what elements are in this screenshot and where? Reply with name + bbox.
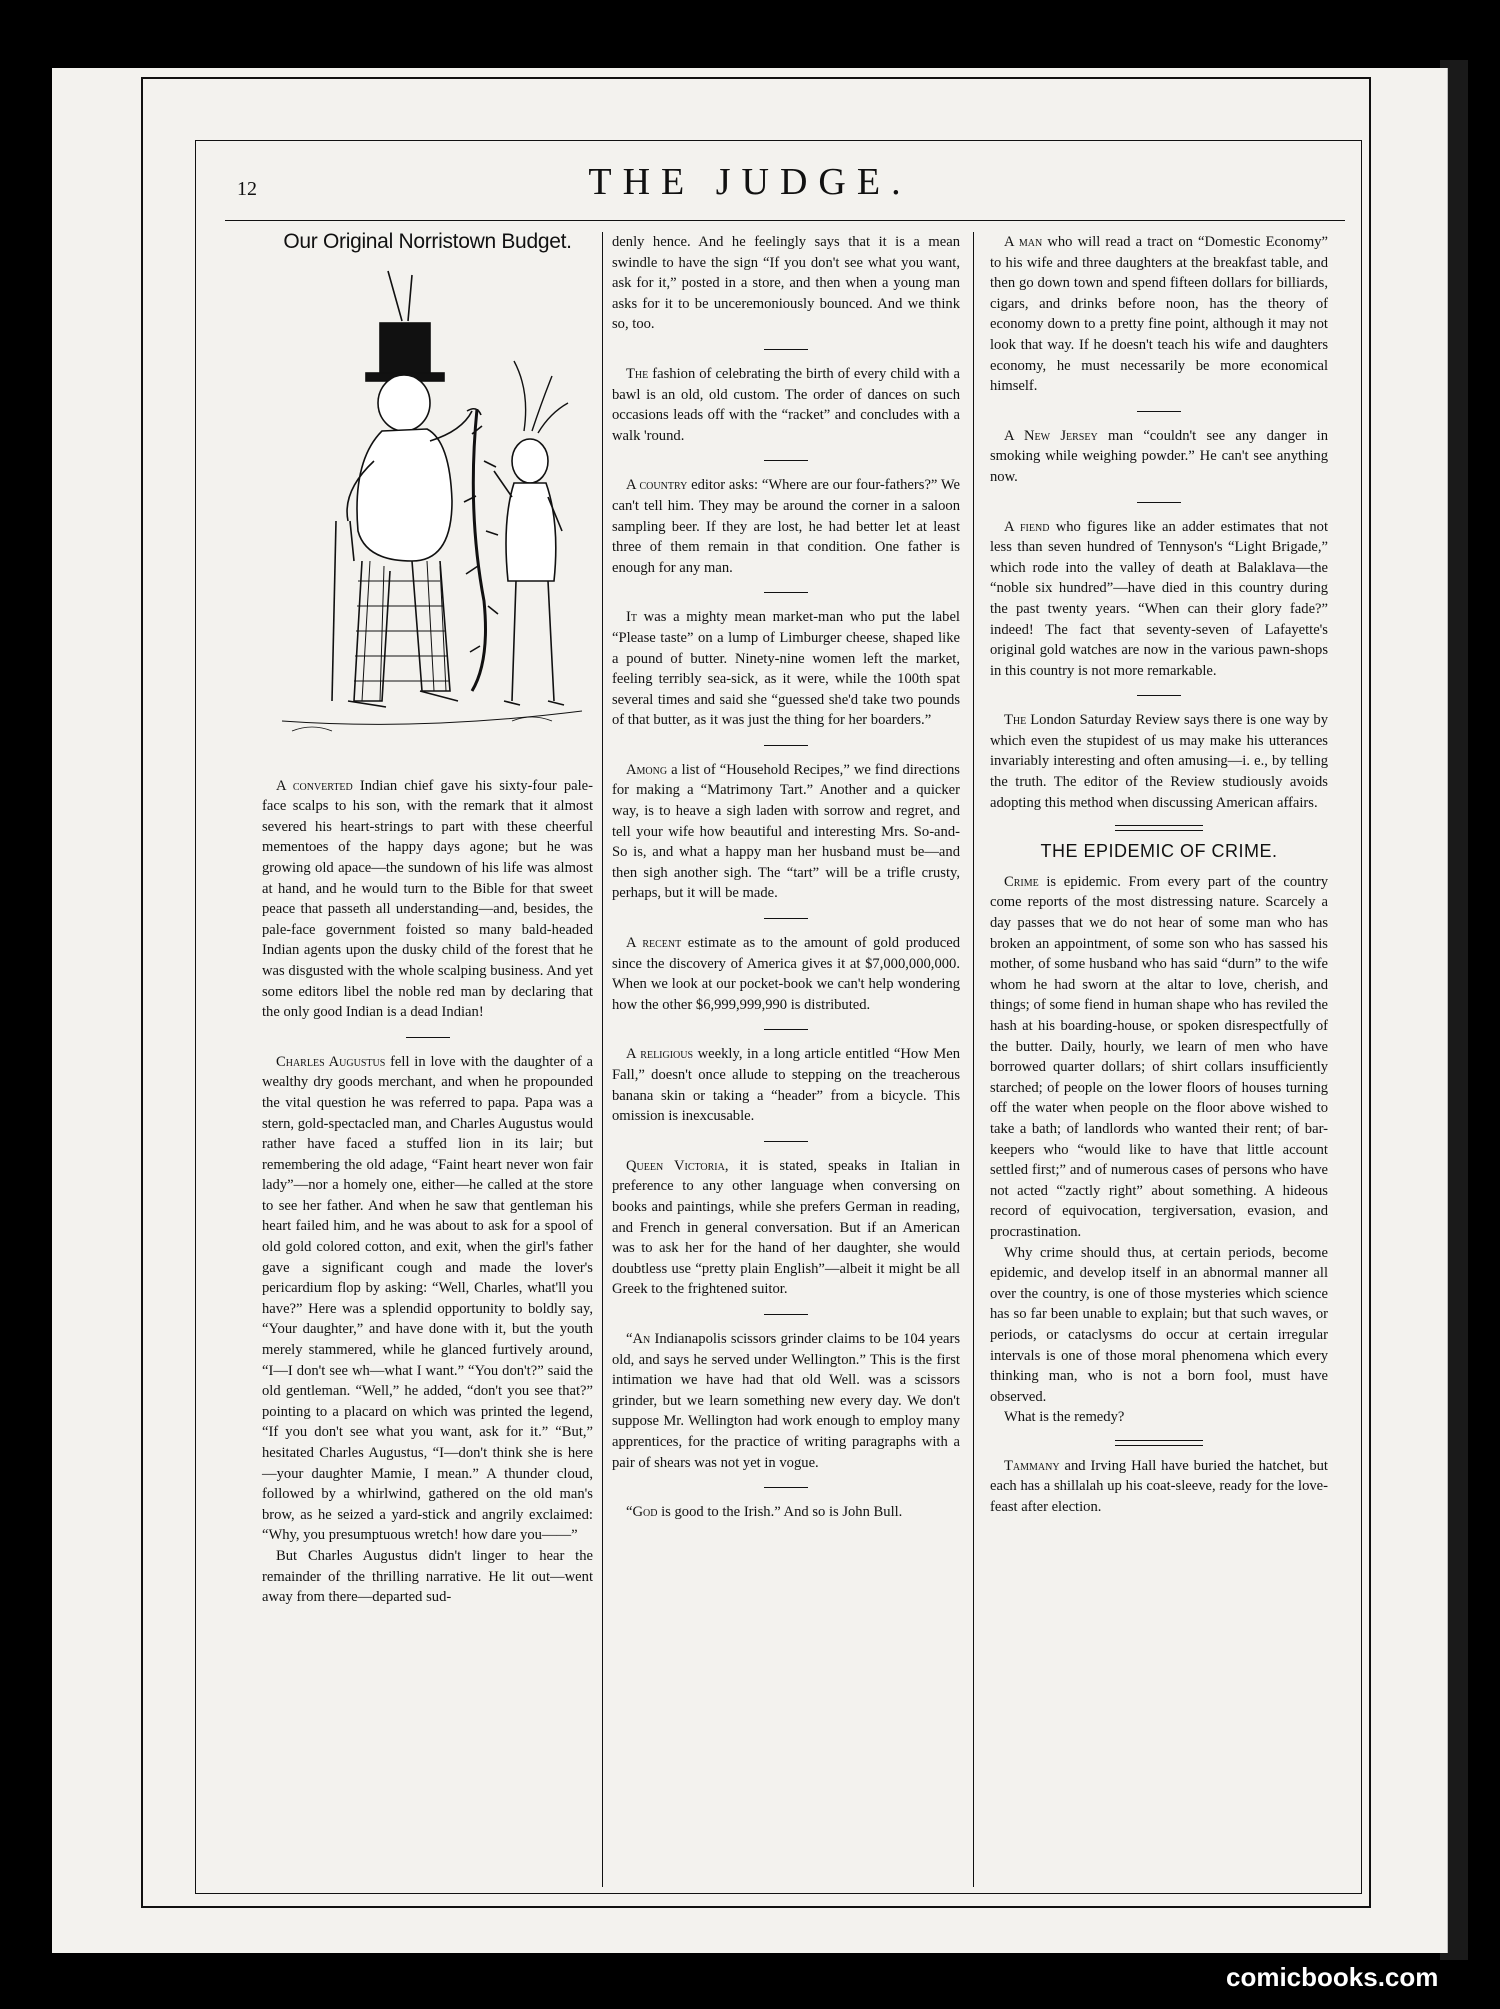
masthead-title: THE JUDGE.: [588, 161, 912, 203]
paragraph-queen-victoria: Queen Victoria, it is stated, speaks in Italian in preference to any other language when conversing on books and paintings, while she prefers German in reading, and French in general conversation. But if an American was to ask her for the hand of her daughter, she would doubtless use “pretty plain English”—albeit it might be all Greek to the frightened suitor.: [612, 1157, 960, 1298]
paragraph-charles-continued: But Charles Augustus didn't linger to hear the remainder of the thrilling narrative. He lit out—went away from there—departed sud-: [262, 1547, 593, 1606]
paragraph-crime-epidemic: Crime is epidemic. From every part of the country come reports of the most distressing nature. Scarcely a day passes that we do not hear of some man who has broken an appointment, of some son who has sassed his mother, of some husband who has said “durn” to the wife whom he had sworn at the altar to love, cherish, and things; of some fiend in human shape who has reviled the hash at his boarding-house, or spoken disrespectfully of the butter. Daily, hourly, we learn of men who have borrowed quarter dollars; of shirt collars insufficiently starched; of people on the lower floors of houses turning off the water when people on the floor above wished to take a bath; of landlords who wanted their rent; of bar-keepers who “would like to have that little account settled first;” and of numerous cases of persons who have not acted “'zactly right” about something. A hideous record of equivocation, tergiversation, evasion, and procrastination.: [990, 873, 1328, 1240]
paragraph-charles-augustus: Charles Augustus fell in love with the daughter of a wealthy dry goods merchant, and when he propounded the vital question he was referred to papa. Papa was a stern, gold-spectacled man, and Charles Augustus would rather have faced a stuffed lion in its lair; but remembering the old adage, “Faint heart never won fair lady”—nor a homely one, either—he called at the store to see her father. And when he saw that gentleman his heart failed him, and he was about to ask for a spool of old gold colored cotton, and exit, when the girl's father gave a significant cough and made the lover's pericardium flop by asking: “Well, Charles, what'll you have?” Here was a splendid opportunity to boldly say, “Your daughter,” and have done with it, but the youth merely stammered, while he glanced furtively around, “I—I don't see wh—what I want.” “You don't?” said the old gentleman. “Well,” he added, “don't you see that?” pointing to a placard on which was printed the legend, “If you don't see what you want, ask for it.” “But,” hesitated Charles Augustus, “I—don't think she is here—your daughter Mamie, I mean.” A thunder cloud, followed by a whirlwind, gathered on the old man's brow, as he seized a yard-stick and angrily exclaimed: “Why, you presumptuous wretch! how dare you——”: [262, 1053, 593, 1544]
double-separator: [1115, 1440, 1203, 1446]
paragraph-household-recipes: Among a list of “Household Recipes,” we find directions for making a “Matrimony Tart.” Another and a quicker way, is to heave a sigh laden with sorrow and regret, and tell your wife how beautiful and interesting Mrs. So-and-So is, and what a happy man her husband must be—and then sigh another sigh. The “tart” will be a trifle crusty, perhaps, but it will be made.: [612, 761, 960, 902]
paragraph-gold-estimate: A recent estimate as to the amount of gold produced since the discovery of America gives it at $7,000,000,000. When we look at our pocket-book we can't help wondering how the other $6,999,999,990 is distributed.: [612, 935, 960, 1013]
separator: [764, 1314, 808, 1315]
paragraph-new-jersey: A New Jersey man “couldn't see any danger in smoking while weighing powder.” He can't see anything now.: [990, 427, 1328, 485]
paragraph-continued: denly hence. And he feelingly says that it is a mean swindle to have the sign “If you don't see what you want, ask for it,” posted in a store, and then when a young man asks for it to be unceremoniously bounced. And we think so, too.: [612, 234, 960, 333]
column-rule-1: [602, 232, 603, 1887]
paragraph-scissors-grinder: “An Indianapolis scissors grinder claims to be 104 years old, and says he served under Wellington.” This is the first intimation we have had that old Well. was a scissors grinder, but we learn something new every day. We don't suppose Mr. Wellington had work enough to employ many apprentices, for the practice of writing paragraphs with a pair of shears was not yet in vogue.: [612, 1330, 960, 1471]
cartoon-illustration: [262, 261, 593, 766]
separator: [1137, 502, 1181, 503]
column-1: [262, 232, 593, 1608]
masthead-rule: [225, 220, 1345, 221]
separator: [764, 918, 808, 919]
separator: [764, 1141, 808, 1142]
paragraph-light-brigade: A fiend who figures like an adder estimates that not less than seven hundred of Tennyson's “Light Brigade,” which rode into the valley of death at Balaklava—the “noble six hundred”—have died in this country during the past twenty years. “When can their glory fade?” indeed! The fact that seventy-seven of Lafayette's original gold watches are now in the various pawn-shops in this country is not more remarkable.: [990, 518, 1329, 679]
paragraph-why-crime: Why crime should thus, at certain periods, become epidemic, and develop itself in an abnormal manner all over the country, is one of those mysteries which science has so far been unable to explain; but that such waves, or periods, or cataclysms do occur at certain irregular intervals is one of those moral phenomena which every thinking man, who is not a born fool, must have observed.: [990, 1244, 1328, 1405]
paragraph-remedy: What is the remedy?: [1004, 1409, 1125, 1426]
column-rule-2: [973, 232, 974, 1887]
separator: [406, 1037, 450, 1038]
watermark-text: comicbooks.com: [1226, 1962, 1439, 1992]
paragraph-fashion: The fashion of celebrating the birth of every child with a bawl is an old, old custom. The order of dances on such occasions leads off with the “racket” and concludes with a walk 'round.: [612, 365, 960, 444]
column-2: [612, 232, 960, 1523]
paragraph-irish: “God is good to the Irish.” And so is John Bull.: [626, 1504, 903, 1521]
paragraph-country-editor: A country editor asks: “Where are our four-fathers?” We can't tell him. They may be around the corner in a saloon sampling beer. If they are lost, he had better let at least three of them remain in that condition. One father is enough for any man.: [612, 477, 961, 576]
budget-heading: Our Original Norristown Budget.: [283, 230, 572, 253]
epidemic-heading: THE EPIDEMIC OF CRIME.: [1040, 841, 1278, 862]
paragraph-converted-indian: A converted Indian chief gave his sixty-four pale-face scalps to his son, with the remark that it almost severed his heart-strings to part with these cheerful mementoes of the happy days agone; but he was growing old apace—the sundown of his life was almost at hand, and he would turn to the Bible for that sweet peace that passeth all understanding—and, besides, the pale-face government foisted so many bald-headed Indian agents upon the dusky child of the forest that he was disgusted with the whole scalping business. And yet some editors libel the noble red man by declaring that the only good Indian is a dead Indian!: [262, 777, 593, 1021]
separator: [764, 1487, 808, 1488]
separator: [764, 592, 808, 593]
column-3: [990, 232, 1328, 1518]
paragraph-tammany: Tammany and Irving Hall have buried the hatchet, but each has a shillalah up his coat-sleeve, ready for the love-feast after election.: [990, 1457, 1328, 1516]
paragraph-saturday-review: The London Saturday Review says there is one way by which even the stupidest of us may make his utterances invariably interesting and often amusing—i. e., by telling the truth. The editor of the Review studiously avoids adopting this method when discussing American affairs.: [990, 712, 1328, 811]
separator: [764, 1029, 808, 1030]
double-separator: [1115, 825, 1203, 831]
separator: [1137, 695, 1181, 696]
separator: [764, 745, 808, 746]
page-edge: [1447, 68, 1448, 1953]
paragraph-religious-weekly: A religious weekly, in a long article entitled “How Men Fall,” doesn't once allude to stepping on the treacherous banana skin or taking a “header” from a bicycle. This omission is inexcusable.: [612, 1046, 960, 1125]
separator: [764, 460, 808, 461]
page-number: 12: [237, 178, 257, 200]
paragraph-domestic-economy: A man who will read a tract on “Domestic Economy” to his wife and three daughters at the breakfast table, and then go down town and spend fifteen dollars for billiards, cigars, and drinks before noon, has the theory of economy down to a pretty fine point, although it may not look that way. If he doesn't teach his wife and daughters economy, he must necessarily be more economical himself.: [990, 234, 1328, 395]
separator: [764, 349, 808, 350]
paragraph-market-man: It was a mighty mean market-man who put the label “Please taste” on a lump of Limburger cheese, shaped like a pound of butter. Ninety-nine women left the market, feeling terribly sea-sick, as it were, while the 100th spat several times and said she “guessed she'd take two pounds of that butter, as it was just the thing for her boarders.”: [612, 609, 960, 729]
separator: [1137, 411, 1181, 412]
